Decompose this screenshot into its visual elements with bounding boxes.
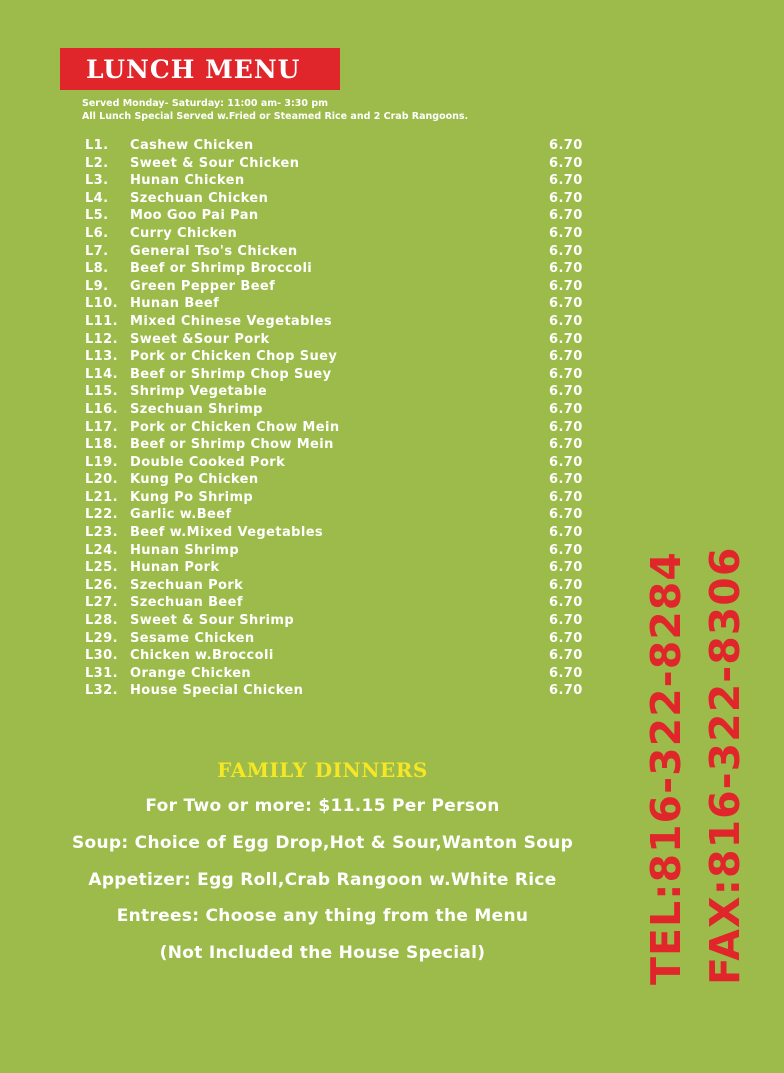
menu-item: [85, 295, 585, 313]
menu-item: [85, 559, 585, 577]
menu-item: [85, 225, 585, 243]
menu-item: [85, 577, 585, 595]
menu-item-code: L32.: [85, 683, 118, 699]
menu-item-code: L19.: [85, 454, 118, 470]
menu-item-price: 6.70: [549, 296, 583, 312]
menu-item: [85, 207, 585, 225]
menu-item-price: 6.70: [549, 542, 583, 558]
menu-item-name: Sesame Chicken: [130, 630, 255, 646]
menu-item: [85, 594, 585, 612]
menu-item-name: Beef w.Mixed Vegetables: [130, 525, 324, 541]
menu-item-code: L11.: [85, 313, 118, 329]
menu-item-price: 6.70: [549, 419, 583, 435]
menu-item-name: Sweet & Sour Chicken: [130, 155, 300, 171]
menu-item: [85, 542, 585, 560]
menu-item-name: Szechuan Shrimp: [130, 401, 263, 417]
menu-item-code: L13.: [85, 349, 118, 365]
menu-item-code: L30.: [85, 648, 118, 664]
family-dinners-line: Entrees: Choose any thing from the Menu: [116, 906, 529, 927]
menu-item: [85, 612, 585, 630]
menu-item-name: Hunan Shrimp: [130, 542, 240, 558]
menu-item-name: Pork or Chicken Chow Mein: [130, 419, 340, 435]
menu-item-code: L17.: [85, 419, 118, 435]
menu-item-price: 6.70: [549, 155, 583, 171]
menu-item-price: 6.70: [549, 349, 583, 365]
family-dinners-line: Appetizer: Egg Roll,Crab Rangoon w.White Rice: [88, 869, 557, 890]
menu-item-code: L1.: [85, 138, 109, 153]
menu-item-price: 6.70: [549, 278, 583, 294]
family-dinners-line: For Two or more: $11.15 Per Person: [145, 796, 500, 816]
telephone-number: TEL:816-322-8284: [642, 551, 690, 985]
menu-item: [85, 436, 585, 454]
fax-number: FAX:816-322-8306: [701, 546, 749, 985]
menu-item-price: 6.70: [549, 173, 583, 189]
menu-item-code: L23.: [85, 525, 118, 541]
menu-item-price: 6.70: [549, 648, 583, 664]
menu-item-name: General Tso's Chicken: [130, 243, 298, 259]
menu-item-name: Szechuan Pork: [130, 577, 244, 593]
menu-item-name: Szechuan Beef: [130, 595, 243, 611]
menu-item-code: L2.: [85, 155, 109, 171]
menu-item: [85, 647, 585, 665]
menu-item: [85, 419, 585, 437]
menu-item-code: L6.: [85, 225, 109, 241]
menu-item-code: L18.: [85, 437, 118, 453]
family-dinners-heading: FAMILY DINNERS: [217, 758, 428, 782]
menu-item: [85, 331, 585, 349]
menu-item-name: Cashew Chicken: [130, 138, 254, 153]
menu-item-price: 6.70: [549, 454, 583, 470]
menu-item-name: Curry Chicken: [130, 225, 238, 241]
menu-item-price: 6.70: [549, 595, 583, 611]
menu-item-code: L8.: [85, 261, 109, 277]
family-dinners-line: Soup: Choice of Egg Drop,Hot & Sour,Wanton Soup: [71, 832, 574, 853]
menu-item-name: Hunan Pork: [130, 560, 220, 576]
menu-item-code: L16.: [85, 401, 118, 417]
menu-item-code: L10.: [85, 296, 118, 312]
menu-item-code: L7.: [85, 243, 109, 259]
menu-item-code: L25.: [85, 560, 118, 576]
menu-item: [85, 401, 585, 419]
menu-item-price: 6.70: [549, 437, 583, 453]
menu-item-name: Double Cooked Pork: [130, 454, 286, 470]
menu-item-price: 6.70: [549, 313, 583, 329]
menu-item: [85, 630, 585, 648]
menu-item-name: Kung Po Shrimp: [130, 489, 254, 505]
menu-item: [85, 278, 585, 296]
menu-item-code: L31.: [85, 665, 118, 681]
menu-item-code: L9.: [85, 278, 109, 294]
menu-item-price: 6.70: [549, 190, 583, 206]
menu-item-price: 6.70: [549, 613, 583, 629]
menu-item-code: L12.: [85, 331, 118, 347]
menu-item-name: Beef or Shrimp Chop Suey: [130, 366, 332, 382]
menu-item-name: Moo Goo Pai Pan: [130, 208, 259, 224]
menu-item: [85, 137, 585, 155]
menu-item-code: L21.: [85, 489, 118, 505]
menu-item-name: Orange Chicken: [130, 665, 252, 681]
family-dinners-section: [60, 752, 585, 972]
menu-item-name: Shrimp Vegetable: [130, 384, 268, 400]
menu-item-code: L5.: [85, 208, 109, 224]
menu-item-code: L15.: [85, 384, 118, 400]
menu-item-code: L29.: [85, 630, 118, 646]
menu-item-name: Sweet & Sour Shrimp: [130, 613, 295, 629]
menu-item-price: 6.70: [549, 208, 583, 224]
menu-item: [85, 471, 585, 489]
menu-item-price: 6.70: [549, 560, 583, 576]
menu-item: [85, 682, 585, 700]
menu-item-name: Hunan Chicken: [130, 173, 245, 189]
menu-item-name: Kung Po Chicken: [130, 472, 259, 488]
menu-item: [85, 489, 585, 507]
menu-item-price: 6.70: [549, 683, 583, 699]
menu-item-code: L4.: [85, 190, 109, 206]
menu-item-name: Sweet &Sour Pork: [130, 331, 270, 347]
menu-item: [85, 172, 585, 190]
special-note: All Lunch Special Served w.Fried or Steamed Rice and 2 Crab Rangoons.: [82, 111, 469, 122]
family-dinners-line: (Not Included the House Special): [159, 943, 486, 964]
menu-item: [85, 454, 585, 472]
menu-item-price: 6.70: [549, 243, 583, 259]
menu-item-code: L20.: [85, 472, 118, 488]
menu-item-name: Hunan Beef: [130, 296, 220, 312]
served-hours: Served Monday- Saturday: 11:00 am- 3:30 pm: [82, 98, 329, 109]
menu-item-price: 6.70: [549, 630, 583, 646]
menu-item: [85, 243, 585, 261]
menu-item: [85, 506, 585, 524]
menu-item-price: 6.70: [549, 401, 583, 417]
menu-item-code: L28.: [85, 613, 118, 629]
menu-item-name: Green Pepper Beef: [130, 278, 276, 294]
page-title: LUNCH MENU: [86, 54, 301, 84]
menu-item-name: Pork or Chicken Chop Suey: [130, 349, 338, 365]
menu-item: [85, 665, 585, 683]
menu-item-price: 6.70: [549, 138, 583, 153]
lunch-menu-list: [85, 137, 585, 700]
menu-item-code: L26.: [85, 577, 118, 593]
menu-item-price: 6.70: [549, 525, 583, 541]
menu-item-price: 6.70: [549, 577, 583, 593]
menu-item-code: L27.: [85, 595, 118, 611]
menu-item-name: Szechuan Chicken: [130, 190, 269, 206]
menu-item: [85, 260, 585, 278]
menu-item: [85, 155, 585, 173]
menu-item-name: House Special Chicken: [130, 683, 304, 699]
menu-item-price: 6.70: [549, 472, 583, 488]
menu-item: [85, 190, 585, 208]
menu-item-code: L3.: [85, 173, 109, 189]
menu-item-name: Chicken w.Broccoli: [130, 648, 274, 664]
menu-item-price: 6.70: [549, 261, 583, 277]
menu-item-code: L24.: [85, 542, 118, 558]
menu-item: [85, 524, 585, 542]
menu-item-price: 6.70: [549, 366, 583, 382]
menu-item-price: 6.70: [549, 331, 583, 347]
menu-item-price: 6.70: [549, 225, 583, 241]
title-banner: [60, 48, 340, 90]
menu-item: [85, 366, 585, 384]
menu-item: [85, 348, 585, 366]
menu-item: [85, 383, 585, 401]
menu-item-code: L14.: [85, 366, 118, 382]
menu-item-code: L22.: [85, 507, 118, 523]
menu-item-price: 6.70: [549, 384, 583, 400]
menu-item-price: 6.70: [549, 489, 583, 505]
menu-item-name: Mixed Chinese Vegetables: [130, 313, 333, 329]
menu-item-name: Beef or Shrimp Broccoli: [130, 261, 313, 277]
menu-item-name: Beef or Shrimp Chow Mein: [130, 437, 334, 453]
service-notes: [82, 97, 468, 123]
menu-item-price: 6.70: [549, 665, 583, 681]
menu-item-name: Garlic w.Beef: [130, 507, 232, 523]
menu-item-price: 6.70: [549, 507, 583, 523]
menu-item: [85, 313, 585, 331]
